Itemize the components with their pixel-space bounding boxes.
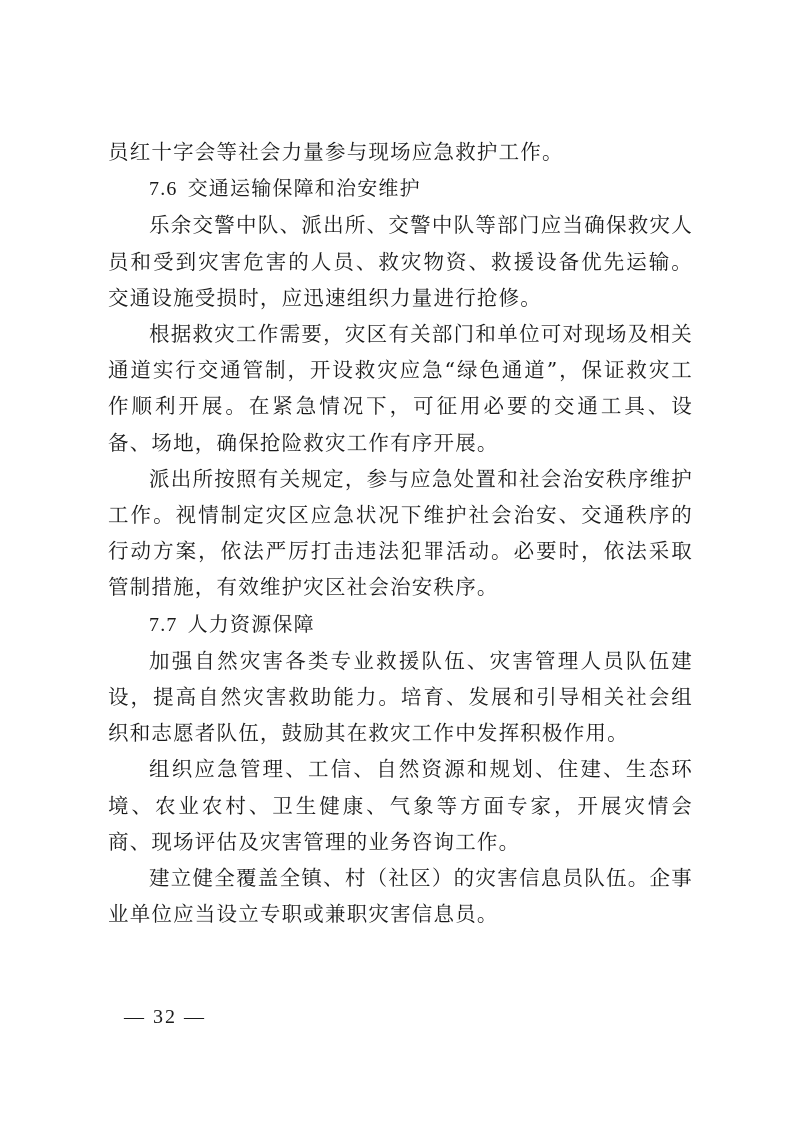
document-body	[108, 134, 693, 932]
page-number: — 32 —	[124, 1006, 206, 1028]
paragraph-continuation: 员红十字会等社会力量参与现场应急救护工作。	[108, 140, 564, 164]
section-number: 7.7	[149, 613, 178, 636]
paragraph-public-order: 派出所按照有关规定，参与应急处置和社会治安秩序维护工作。视情制定灾区应急状况下维护社会治安、交通秩序的行动方案，依法严厉打击违法犯罪活动。必要时，依法采取管制措施，有效维护灾区社会治安秩序。	[108, 466, 693, 600]
paragraph-traffic-control: 根据救灾工作需要，灾区有关部门和单位可对现场及相关通道实行交通管制，开设救灾应急“绿色通道”，保证救灾工作顺利开展。在紧急情况下，可征用必要的交通工具、设备、场地，确保抢险救灾工作有序开展。	[108, 322, 693, 455]
paragraph-disaster-informants: 建立健全覆盖全镇、村（社区）的灾害信息员队伍。企事业单位应当设立专职或兼职灾害信息员。	[108, 866, 693, 927]
section-heading-7-6	[108, 170, 693, 207]
paragraph-rescue-teams: 加强自然灾害各类专业救援队伍、灾害管理人员队伍建设，提高自然灾害救助能力。培育、发展和引导相关社会组织和志愿者队伍，鼓励其在救灾工作中发挥积极作用。	[108, 648, 693, 746]
paragraph-traffic-priority: 乐余交警中队、派出所、交警中队等部门应当确保救灾人员和受到灾害危害的人员、救灾物资、救援设备优先运输。交通设施受损时，应迅速组织力量进行抢修。	[108, 213, 693, 310]
paragraph-expert-consultation: 组织应急管理、工信、自然资源和规划、住建、生态环境、农业农村、卫生健康、气象等方面专家，开展灾情会商、现场评估及灾害管理的业务咨询工作。	[108, 757, 693, 854]
section-heading-7-7	[108, 606, 693, 643]
section-title: 交通运输保障和治安维护	[187, 176, 421, 201]
section-title: 人力资源保障	[187, 611, 315, 636]
section-number: 7.6	[149, 178, 178, 201]
